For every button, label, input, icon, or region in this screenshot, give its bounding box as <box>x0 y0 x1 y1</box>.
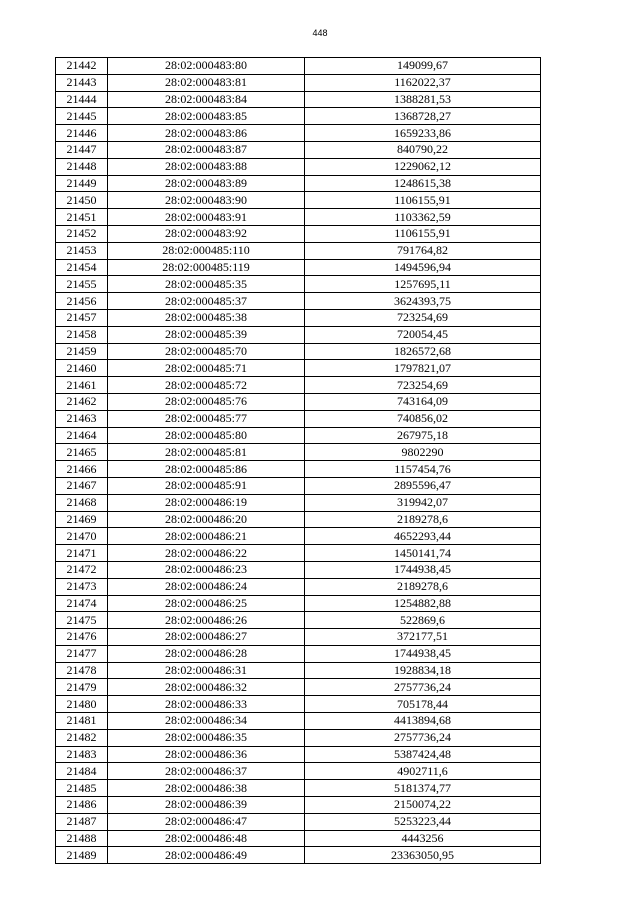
cadastral-value-cell: 2150074,22 <box>305 797 541 814</box>
table-row <box>56 58 541 75</box>
cadastral-number-cell: 28:02:000486:21 <box>108 528 305 545</box>
row-number-cell: 21462 <box>56 393 108 410</box>
row-number-cell: 21474 <box>56 595 108 612</box>
table-row <box>56 393 541 410</box>
row-number-cell: 21442 <box>56 58 108 75</box>
cadastral-value-cell: 1450141,74 <box>305 545 541 562</box>
cadastral-number-cell: 28:02:000485:72 <box>108 377 305 394</box>
cadastral-number-cell: 28:02:000486:31 <box>108 662 305 679</box>
table-row <box>56 813 541 830</box>
row-number-cell: 21472 <box>56 561 108 578</box>
row-number-cell: 21461 <box>56 377 108 394</box>
row-number-cell: 21481 <box>56 713 108 730</box>
row-number-cell: 21480 <box>56 696 108 713</box>
row-number-cell: 21468 <box>56 494 108 511</box>
table-row <box>56 225 541 242</box>
table-row <box>56 511 541 528</box>
table-row <box>56 158 541 175</box>
cadastral-value-cell: 1928834,18 <box>305 662 541 679</box>
row-number-cell: 21470 <box>56 528 108 545</box>
table-row <box>56 276 541 293</box>
table-row <box>56 125 541 142</box>
table-row <box>56 427 541 444</box>
cadastral-value-cell: 1106155,91 <box>305 192 541 209</box>
cadastral-number-cell: 28:02:000486:48 <box>108 830 305 847</box>
cadastral-number-cell: 28:02:000483:81 <box>108 74 305 91</box>
cadastral-value-cell: 149099,67 <box>305 58 541 75</box>
row-number-cell: 21487 <box>56 813 108 830</box>
table-row <box>56 309 541 326</box>
cadastral-number-cell: 28:02:000486:34 <box>108 713 305 730</box>
cadastral-number-cell: 28:02:000483:90 <box>108 192 305 209</box>
cadastral-number-cell: 28:02:000483:91 <box>108 209 305 226</box>
row-number-cell: 21443 <box>56 74 108 91</box>
cadastral-value-cell: 1826572,68 <box>305 343 541 360</box>
table-row <box>56 377 541 394</box>
table-row <box>56 259 541 276</box>
table-row <box>56 528 541 545</box>
cadastral-number-cell: 28:02:000485:76 <box>108 393 305 410</box>
cadastral-value-cell: 1229062,12 <box>305 158 541 175</box>
row-number-cell: 21482 <box>56 729 108 746</box>
row-number-cell: 21447 <box>56 141 108 158</box>
cadastral-number-cell: 28:02:000486:35 <box>108 729 305 746</box>
cadastral-value-cell: 1254882,88 <box>305 595 541 612</box>
cadastral-number-cell: 28:02:000485:71 <box>108 360 305 377</box>
table-row <box>56 410 541 427</box>
table-row <box>56 763 541 780</box>
table-row <box>56 444 541 461</box>
cadastral-value-cell: 4443256 <box>305 830 541 847</box>
row-number-cell: 21477 <box>56 645 108 662</box>
cadastral-value-cell: 5253223,44 <box>305 813 541 830</box>
cadastral-number-cell: 28:02:000486:25 <box>108 595 305 612</box>
table-row <box>56 242 541 259</box>
table-row <box>56 595 541 612</box>
cadastral-number-cell: 28:02:000486:20 <box>108 511 305 528</box>
cadastral-number-cell: 28:02:000483:86 <box>108 125 305 142</box>
table-row <box>56 326 541 343</box>
cadastral-number-cell: 28:02:000485:70 <box>108 343 305 360</box>
row-number-cell: 21488 <box>56 830 108 847</box>
cadastral-value-cell: 1494596,94 <box>305 259 541 276</box>
row-number-cell: 21475 <box>56 612 108 629</box>
cadastral-value-cell: 1659233,86 <box>305 125 541 142</box>
row-number-cell: 21446 <box>56 125 108 142</box>
row-number-cell: 21444 <box>56 91 108 108</box>
table-row <box>56 293 541 310</box>
row-number-cell: 21458 <box>56 326 108 343</box>
cadastral-number-cell: 28:02:000485:110 <box>108 242 305 259</box>
cadastral-number-cell: 28:02:000483:89 <box>108 175 305 192</box>
cadastral-value-cell: 1797821,07 <box>305 360 541 377</box>
cadastral-number-cell: 28:02:000485:81 <box>108 444 305 461</box>
row-number-cell: 21460 <box>56 360 108 377</box>
cadastral-number-cell: 28:02:000486:47 <box>108 813 305 830</box>
cadastral-value-cell: 1106155,91 <box>305 225 541 242</box>
cadastral-number-cell: 28:02:000486:22 <box>108 545 305 562</box>
cadastral-value-cell: 23363050,95 <box>305 847 541 864</box>
cadastral-value-cell: 2757736,24 <box>305 679 541 696</box>
cadastral-value-cell: 1744938,45 <box>305 561 541 578</box>
cadastral-number-cell: 28:02:000486:49 <box>108 847 305 864</box>
row-number-cell: 21466 <box>56 461 108 478</box>
cadastral-number-cell: 28:02:000486:19 <box>108 494 305 511</box>
cadastral-value-cell: 1388281,53 <box>305 91 541 108</box>
table-row <box>56 175 541 192</box>
row-number-cell: 21449 <box>56 175 108 192</box>
cadastral-number-cell: 28:02:000485:39 <box>108 326 305 343</box>
cadastral-value-cell: 791764,82 <box>305 242 541 259</box>
cadastral-value-cell: 9802290 <box>305 444 541 461</box>
cadastral-number-cell: 28:02:000485:86 <box>108 461 305 478</box>
cadastral-value-cell: 522869,6 <box>305 612 541 629</box>
row-number-cell: 21479 <box>56 679 108 696</box>
cadastral-number-cell: 28:02:000483:88 <box>108 158 305 175</box>
table-row <box>56 847 541 864</box>
row-number-cell: 21452 <box>56 225 108 242</box>
table-row <box>56 461 541 478</box>
row-number-cell: 21476 <box>56 629 108 646</box>
table-row <box>56 612 541 629</box>
table-row <box>56 797 541 814</box>
cadastral-value-cell: 720054,45 <box>305 326 541 343</box>
cadastral-number-cell: 28:02:000486:38 <box>108 780 305 797</box>
cadastral-number-cell: 28:02:000485:35 <box>108 276 305 293</box>
row-number-cell: 21456 <box>56 293 108 310</box>
cadastral-value-cell: 372177,51 <box>305 629 541 646</box>
table-row <box>56 696 541 713</box>
cadastral-number-cell: 28:02:000483:92 <box>108 225 305 242</box>
cadastral-value-cell: 2189278,6 <box>305 511 541 528</box>
cadastral-number-cell: 28:02:000486:36 <box>108 746 305 763</box>
table-row <box>56 578 541 595</box>
cadastral-value-cell: 1257695,11 <box>305 276 541 293</box>
table-row <box>56 360 541 377</box>
table-row <box>56 561 541 578</box>
row-number-cell: 21464 <box>56 427 108 444</box>
cadastral-number-cell: 28:02:000485:119 <box>108 259 305 276</box>
table-row <box>56 713 541 730</box>
cadastral-number-cell: 28:02:000483:80 <box>108 58 305 75</box>
cadastral-number-cell: 28:02:000486:27 <box>108 629 305 646</box>
table-row <box>56 74 541 91</box>
cadastral-value-cell: 1157454,76 <box>305 461 541 478</box>
row-number-cell: 21473 <box>56 578 108 595</box>
row-number-cell: 21457 <box>56 309 108 326</box>
table-row <box>56 729 541 746</box>
cadastral-value-cell: 840790,22 <box>305 141 541 158</box>
cadastral-number-cell: 28:02:000485:80 <box>108 427 305 444</box>
cadastral-value-cell: 4413894,68 <box>305 713 541 730</box>
table-row <box>56 679 541 696</box>
table-row <box>56 343 541 360</box>
table-row <box>56 545 541 562</box>
table-row <box>56 662 541 679</box>
cadastral-value-cell: 740856,02 <box>305 410 541 427</box>
cadastral-number-cell: 28:02:000485:38 <box>108 309 305 326</box>
cadastral-number-cell: 28:02:000485:91 <box>108 477 305 494</box>
row-number-cell: 21463 <box>56 410 108 427</box>
cadastral-number-cell: 28:02:000483:87 <box>108 141 305 158</box>
cadastral-value-cell: 743164,09 <box>305 393 541 410</box>
row-number-cell: 21465 <box>56 444 108 461</box>
cadastral-value-cell: 705178,44 <box>305 696 541 713</box>
row-number-cell: 21484 <box>56 763 108 780</box>
table-row <box>56 494 541 511</box>
cadastral-value-cell: 4902711,6 <box>305 763 541 780</box>
cadastral-value-cell: 4652293,44 <box>305 528 541 545</box>
cadastral-value-cell: 2189278,6 <box>305 578 541 595</box>
row-number-cell: 21445 <box>56 108 108 125</box>
cadastral-value-cell: 2757736,24 <box>305 729 541 746</box>
row-number-cell: 21451 <box>56 209 108 226</box>
page-number: 448 <box>312 28 328 38</box>
row-number-cell: 21486 <box>56 797 108 814</box>
row-number-cell: 21459 <box>56 343 108 360</box>
cadastral-number-cell: 28:02:000486:32 <box>108 679 305 696</box>
row-number-cell: 21454 <box>56 259 108 276</box>
cadastral-number-cell: 28:02:000486:39 <box>108 797 305 814</box>
cadastral-number-cell: 28:02:000486:26 <box>108 612 305 629</box>
table-row <box>56 209 541 226</box>
cadastral-value-cell: 1248615,38 <box>305 175 541 192</box>
table-row <box>56 629 541 646</box>
cadastral-value-cell: 2895596,47 <box>305 477 541 494</box>
cadastral-value-cell: 319942,07 <box>305 494 541 511</box>
cadastral-number-cell: 28:02:000486:23 <box>108 561 305 578</box>
table-row <box>56 192 541 209</box>
table-row <box>56 746 541 763</box>
cadastral-value-table <box>55 57 541 864</box>
cadastral-value-cell: 1103362,59 <box>305 209 541 226</box>
table-row <box>56 91 541 108</box>
cadastral-value-cell: 5181374,77 <box>305 780 541 797</box>
row-number-cell: 21478 <box>56 662 108 679</box>
cadastral-value-cell: 5387424,48 <box>305 746 541 763</box>
row-number-cell: 21485 <box>56 780 108 797</box>
row-number-cell: 21471 <box>56 545 108 562</box>
row-number-cell: 21467 <box>56 477 108 494</box>
cadastral-value-cell: 3624393,75 <box>305 293 541 310</box>
cadastral-value-cell: 723254,69 <box>305 377 541 394</box>
cadastral-number-cell: 28:02:000486:28 <box>108 645 305 662</box>
row-number-cell: 21483 <box>56 746 108 763</box>
row-number-cell: 21489 <box>56 847 108 864</box>
row-number-cell: 21448 <box>56 158 108 175</box>
table-body <box>56 58 541 864</box>
cadastral-value-cell: 1368728,27 <box>305 108 541 125</box>
cadastral-value-cell: 1744938,45 <box>305 645 541 662</box>
row-number-cell: 21450 <box>56 192 108 209</box>
cadastral-number-cell: 28:02:000485:77 <box>108 410 305 427</box>
row-number-cell: 21455 <box>56 276 108 293</box>
cadastral-number-cell: 28:02:000483:85 <box>108 108 305 125</box>
table-row <box>56 141 541 158</box>
table-row <box>56 780 541 797</box>
table-row <box>56 108 541 125</box>
row-number-cell: 21469 <box>56 511 108 528</box>
table-row <box>56 830 541 847</box>
cadastral-number-cell: 28:02:000483:84 <box>108 91 305 108</box>
cadastral-number-cell: 28:02:000486:33 <box>108 696 305 713</box>
table-row <box>56 645 541 662</box>
table-row <box>56 477 541 494</box>
cadastral-number-cell: 28:02:000485:37 <box>108 293 305 310</box>
cadastral-value-cell: 267975,18 <box>305 427 541 444</box>
cadastral-number-cell: 28:02:000486:24 <box>108 578 305 595</box>
row-number-cell: 21453 <box>56 242 108 259</box>
cadastral-number-cell: 28:02:000486:37 <box>108 763 305 780</box>
cadastral-value-cell: 723254,69 <box>305 309 541 326</box>
cadastral-value-cell: 1162022,37 <box>305 74 541 91</box>
